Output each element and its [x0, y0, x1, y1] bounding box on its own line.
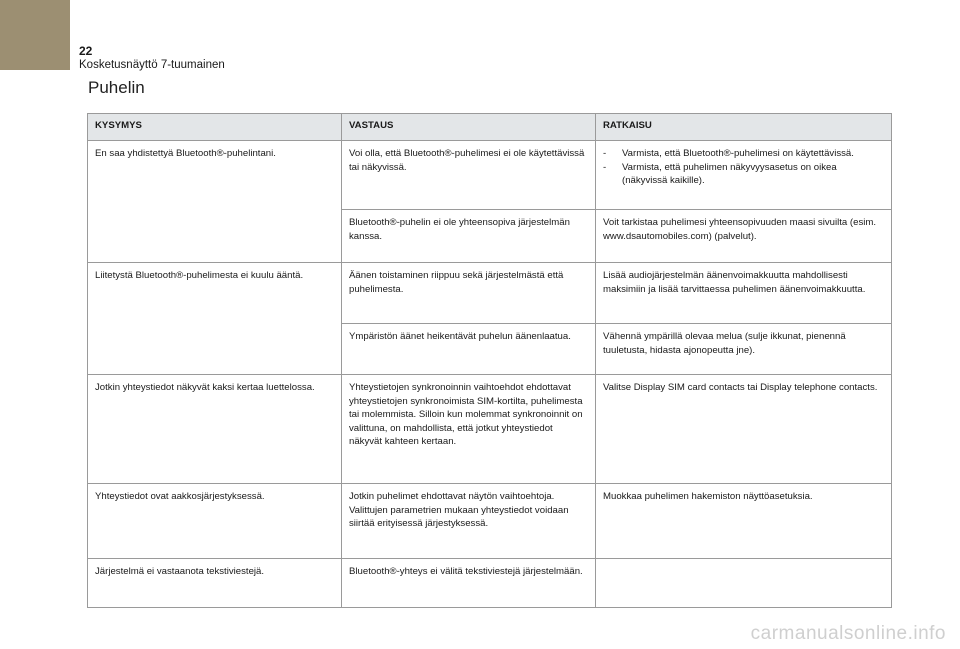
watermark-text: carmanualsonline.info: [750, 623, 946, 644]
troubleshooting-table: [87, 113, 892, 608]
table-row: [88, 141, 892, 210]
page-number: 22: [79, 44, 93, 58]
table-row: [88, 484, 892, 559]
answer-cell: Äänen toistaminen riippuu sekä järjestelmästä että puhelimesta.: [342, 263, 596, 324]
corner-tab: [0, 0, 70, 70]
answer-cell: Ympäristön äänet heikentävät puhelun äänenlaatua.: [342, 324, 596, 375]
solution-list: [603, 147, 884, 187]
question-cell: En saa yhdistettyä Bluetooth®-puhelintani.: [88, 141, 342, 263]
solution-cell: [596, 559, 892, 608]
table-header-row: [88, 114, 892, 141]
page-title: Puhelin: [88, 78, 145, 97]
solution-cell: [596, 141, 892, 210]
solution-cell: Muokkaa puhelimen hakemiston näyttöasetuksia.: [596, 484, 892, 559]
answer-cell: Voi olla, että Bluetooth®-puhelimesi ei ole käytettävissä tai näkyvissä.: [342, 141, 596, 210]
question-cell: Yhteystiedot ovat aakkosjärjestyksessä.: [88, 484, 342, 559]
solution-cell: Voit tarkistaa puhelimesi yhteensopivuuden maasi sivuilta (esim. www.dsautomobiles.com) (palvelut).: [596, 210, 892, 263]
header-solution: RATKAISU: [596, 114, 892, 141]
answer-cell: Yhteystietojen synkronoinnin vaihtoehdot ehdottavat yhteystietojen synkronoimista SIM-kortilta, puhelimesta tai molemmista. Silloin kun molemmat synkronoinnit on valittuna, on mahdollista, että jotkut yhteystiedot näkyvät kahteen kertaan.: [342, 375, 596, 484]
solution-cell: Vähennä ympärillä olevaa melua (sulje ikkunat, pienennä tuuletusta, hidasta ajonopeutta jne).: [596, 324, 892, 375]
question-cell: Järjestelmä ei vastaanota tekstiviestejä.: [88, 559, 342, 608]
header-question: KYSYMYS: [88, 114, 342, 141]
header-answer: VASTAUS: [342, 114, 596, 141]
running-head: Kosketusnäyttö 7-tuumainen: [79, 59, 225, 71]
table-row: [88, 263, 892, 324]
answer-cell: Bluetooth®-puhelin ei ole yhteensopiva järjestelmän kanssa.: [342, 210, 596, 263]
answer-cell: Jotkin puhelimet ehdottavat näytön vaihtoehtoja. Valittujen parametrien mukaan yhteystiedot voidaan siirtää erityisessä järjestyksessä.: [342, 484, 596, 559]
answer-cell: Bluetooth®-yhteys ei välitä tekstiviestejä järjestelmään.: [342, 559, 596, 608]
solution-cell: Valitse Display SIM card contacts tai Display telephone contacts.: [596, 375, 892, 484]
question-cell: Liitetystä Bluetooth®-puhelimesta ei kuulu ääntä.: [88, 263, 342, 375]
table-row: [88, 375, 892, 484]
list-item: - Varmista, että puhelimen näkyvyysasetus on oikea (näkyvissä kaikille).: [603, 161, 884, 188]
table-row: [88, 559, 892, 608]
question-cell: Jotkin yhteystiedot näkyvät kaksi kertaa luettelossa.: [88, 375, 342, 484]
list-item: - Varmista, että Bluetooth®-puhelimesi on käytettävissä.: [603, 147, 884, 160]
solution-cell: Lisää audiojärjestelmän äänenvoimakkuutta mahdollisesti maksimiin ja lisää tarvittaessa puhelimen äänenvoimakkuutta.: [596, 263, 892, 324]
